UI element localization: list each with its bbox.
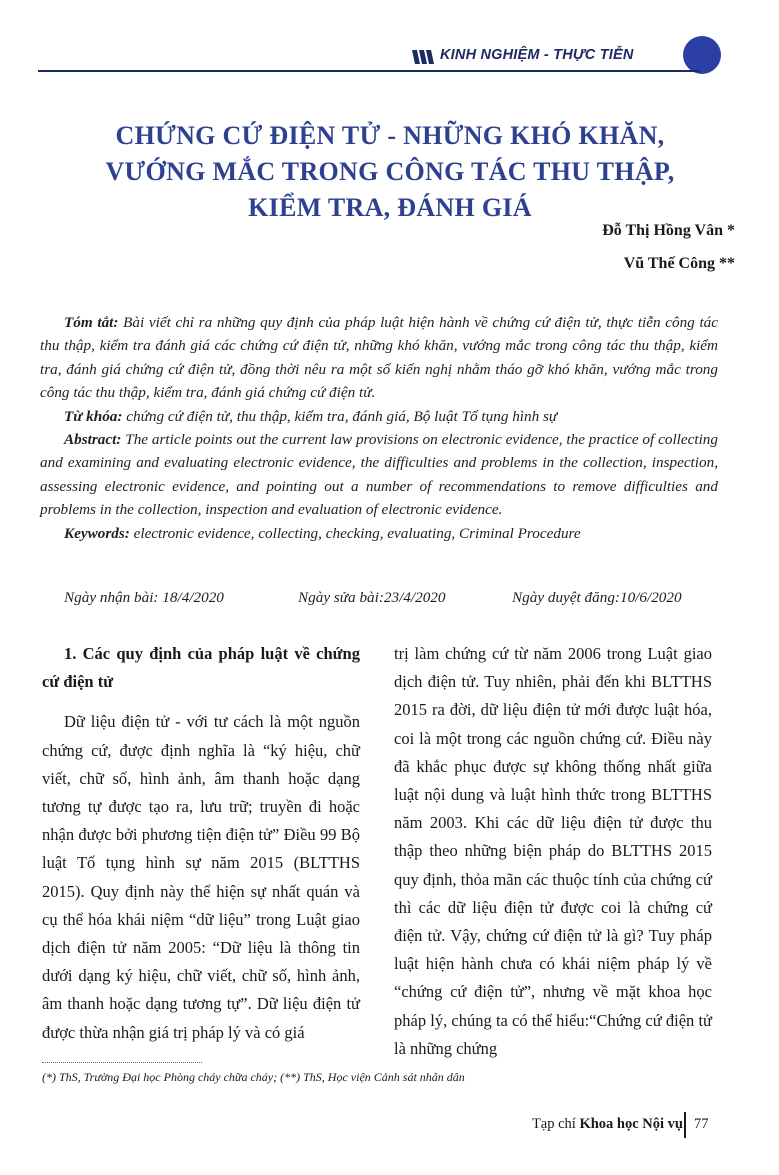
keywords-vi-text: chứng cứ điện tử, thu thập, kiểm tra, đánh giá, Bộ luật Tố tụng hình sự xyxy=(122,407,558,425)
keywords-en xyxy=(40,522,718,545)
header-circle-decoration xyxy=(683,36,721,74)
title-line-2: VƯỚNG MẮC TRONG CÔNG TÁC THU THẬP, xyxy=(105,157,675,186)
stripes-icon xyxy=(412,50,436,64)
body-column-right xyxy=(394,640,712,1063)
section-heading: 1. Các quy định của pháp luật về chứng cứ điện tử xyxy=(42,644,360,692)
date-received: Ngày nhận bài: 18/4/2020 xyxy=(64,589,224,606)
date-approved: Ngày duyệt đăng:10/6/2020 xyxy=(512,589,682,606)
author-1: Đỗ Thị Hồng Vân * xyxy=(602,222,735,239)
article-title xyxy=(40,118,740,226)
section-label: KINH NGHIỆM - THỰC TIỄN xyxy=(440,47,634,63)
journal-name xyxy=(532,1116,683,1133)
abstract-en xyxy=(40,428,718,522)
journal-title: Khoa học Nội vụ xyxy=(579,1116,683,1132)
keywords-vi-label: Từ khóa: xyxy=(64,407,123,425)
footnote: (*) ThS, Trường Đại học Phòng cháy chữa cháy; (**) ThS, Học viện Cảnh sát nhân dân xyxy=(42,1070,465,1084)
summary-vi xyxy=(40,311,718,405)
keywords-vi xyxy=(40,405,718,428)
abstract-text: The article points out the current law provisions on electronic evidence, the practice of collecting and examining and evaluating electronic evidence, the difficulties and problems in the collection, inspection, assessing electronic evidence, and pointing out a number of recommendations to remove difficulties and problems in the collection, inspection and evaluation of electronic evidence. xyxy=(40,431,718,519)
title-line-3: KIỂM TRA, ĐÁNH GIÁ xyxy=(248,193,532,222)
abstract-block xyxy=(40,311,718,545)
abstract-label: Abstract: xyxy=(64,431,122,449)
date-revised: Ngày sửa bài:23/4/2020 xyxy=(298,589,446,606)
body-column-left xyxy=(42,640,360,1047)
journal-prefix: Tạp chí xyxy=(531,1116,580,1132)
section-header xyxy=(38,40,718,74)
summary-label: Tóm tắt: xyxy=(64,314,119,331)
body-paragraph-right: trị làm chứng cứ từ năm 2006 trong Luật giao dịch điện tử. Tuy nhiên, phải đến khi BLTTHS 2015 ra đời, dữ liệu điện tử mới được luật hóa, coi là một trong các nguồn chứng cứ. Điều này đã khắc phục được sự không thống nhất giữa luật nội dung và luật hình thức trong BLTTHS năm 2003. Khi các dữ liệu điện tử được thu thập theo những biện pháp do BLTTHS 2015 quy định, thỏa mãn các thuộc tính của chứng cứ thì các dữ liệu điện tử được coi là chứng cứ điện tử. Vậy, chứng cứ điện tử là gì? Tuy pháp luật hiện hành chưa có khái niệm pháp lý về “chứng cứ điện tử”, nhưng về mặt khoa học pháp lý, chúng ta có thể hiểu:“Chứng cứ điện tử là những chứng xyxy=(394,644,712,1058)
keywords-en-label: Keywords: xyxy=(64,524,130,542)
title-line-1: CHỨNG CỨ ĐIỆN TỬ - NHỮNG KHÓ KHĂN, xyxy=(115,121,665,150)
footnote-rule xyxy=(42,1062,202,1063)
keywords-en-text: electronic evidence, collecting, checking, evaluating, Criminal Procedure xyxy=(129,524,581,542)
footer-divider xyxy=(684,1112,686,1138)
page-number: 77 xyxy=(694,1116,709,1132)
header-rule xyxy=(38,70,700,72)
body-paragraph-left: Dữ liệu điện tử - với tư cách là một nguồn chứng cứ, được định nghĩa là “ký hiệu, chữ viết, chữ số, hình ảnh, âm thanh hoặc dạng tương tự được tạo ra, lưu trữ; truyền đi hoặc nhận được bởi phương tiện điện tử” Điều 99 Bộ luật Tố tụng hình sự năm 2015 (BLTTHS 2015). Quy định này thể hiện sự nhất quán và cụ thể hóa khái niệm “dữ liệu” trong Luật giao dịch điện tử năm 2005: “Dữ liệu là thông tin dưới dạng ký hiệu, chữ viết, chữ số, hình ảnh, âm thanh hoặc dạng tương tự”. Dữ liệu điện tử được thừa nhận giá trị pháp lý và có giá xyxy=(42,712,360,1042)
author-2: Vũ Thế Công ** xyxy=(623,255,735,272)
summary-text: Bài viết chỉ ra những quy định của pháp luật hiện hành về chứng cứ điện tử, thực tiễn công tác thu thập, kiểm tra đánh giá các chứng cứ điện tử, những khó khăn, vướng mắc trong công tác thu thập, kiểm tra, đánh giá chứng cứ điện tử, đồng thời nêu ra một số kiến nghị nhằm tháo gỡ khó khăn, vướng mắc trong công tác thu thập, kiểm tra, đánh giá chứng cứ điện tử. xyxy=(40,314,719,402)
